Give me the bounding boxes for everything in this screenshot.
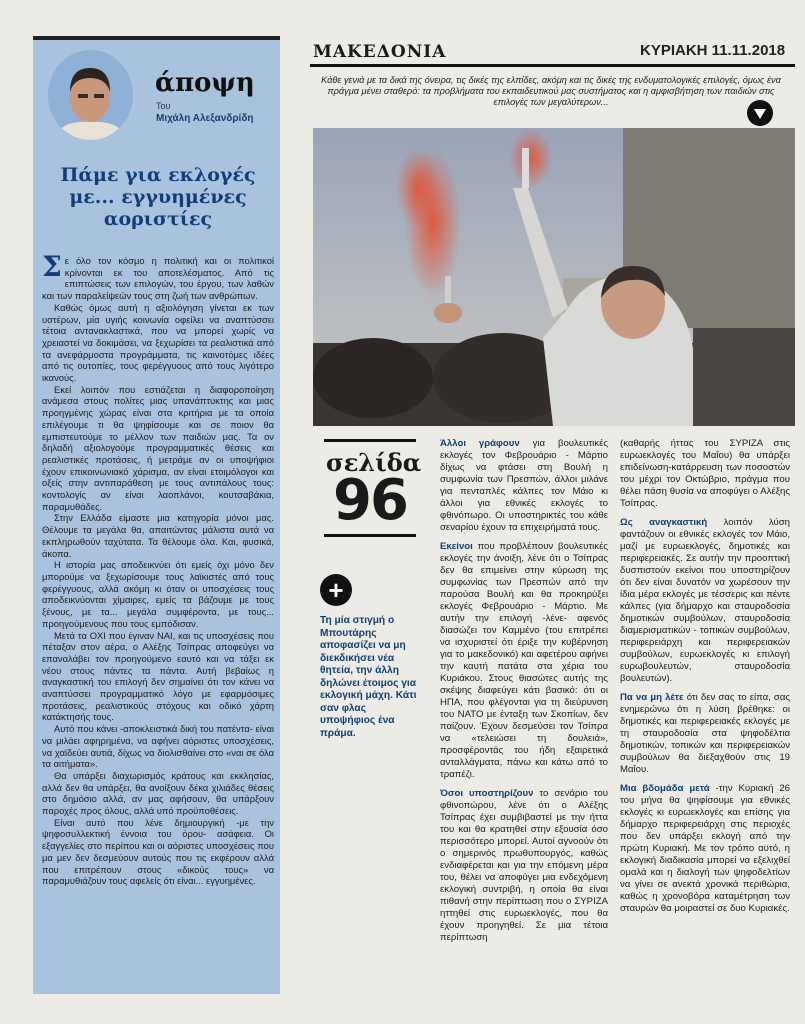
section-title: ΜΑΚΕΔΟΝΙΑ	[313, 42, 447, 62]
page-number: 96	[333, 468, 407, 533]
article-paragraph	[440, 541, 608, 781]
paragraph-lead: Όσοι υποστηρίζουν	[440, 788, 534, 799]
paragraph-lead: Μια βδομάδα μετά	[620, 783, 710, 794]
page-box-rule-bottom	[324, 534, 416, 537]
opinion-paragraph: Εκεί λοιπόν που εστιάζεται η διαφοροποίηση ανάμεσα στους πολίτες μιας υπανάπτυκτης και μιας προηγμένης χώρας είναι στα κριτήρια με τα οποία επιλέγουμε τι θα ψηφίσουμε και σε ποιον θα εμπιστευτούμε το μέλλον των παιδιών μας. Τα ον δηλαδή αξιολογούμε προγραμματικές θέσεις και ρεαλιστικές προτάσεις, ή μετράμε αν οι υποψήφιοι έχουν επικοινωνιακό χάρισμα, αν είναι ετοιμόλογοι και οξείς στην αντιπαράθεση με τους αντιπάλους τους: κοντολογίς αν είναι λαοπλάνοι, κουτσαβάκια, παραμυθάδες.	[42, 383, 274, 512]
author-name: Μιχάλη Αλεξανδρίδη	[156, 113, 254, 124]
article-paragraph	[620, 692, 790, 776]
page-label: σελίδα	[326, 448, 422, 477]
article-column-2	[440, 438, 608, 951]
opinion-paragraph: Αυτό που κάνει -αποκλειστικά δική του πατέντα- είναι να μιλάει αφηρημένα, να αφήνει αόριστες υποσχέσεις, να χαϊδεύει αυτιά, δίχως να διολισθαίνει στο «ναι σε όλα τα αιτήματα».	[42, 723, 274, 770]
paragraph-text: -την Κυριακή 26 του μήνα θα ψηφίσουμε για εθνικές εκλογές κι ευρωεκλογές και επίσης για δήμαρχο περιφερειάρχη στις περιοχές που δεν υπάρξει εκλογή από την πρώτη Κυριακή. Με τον τρόπο αυτό, η εκλογική διαδικασία μπορεί να εξελιχθεί ομαλά και η διαλογή των ψηφοδελτίων να γίνει σε ανεκτά χρονικά περιθώρια, καθώς η χρονοβόρα καταμέτρηση των σταυρών θα μοιραστεί σε δυο Κυριακές.	[620, 783, 790, 914]
opinion-paragraph: Θα υπάρξει διαχωρισμός κράτους και εκκλησίας, αλλά δεν θα υπάρξει, θα ανοίξουν δέκα χιλιάδες θέσεις στο δημόσιο αλλά, αν μας αφήσουν, θα υπάρξουν παροχές προς όλους, αλλά υπό προϋποθέσεις.	[42, 769, 274, 817]
article-column-3	[620, 438, 790, 922]
paragraph-text: λοιπόν λύση φαντάζουν οι εθνικές εκλογές τον Μάιο, μαζί με ευρωεκλογές, δημοτικές και περιφερειακές. Σε αυτήν την προοπτική δυσπιστούν εκείνοι που υποστηρίζουν ότι δεν είναι δυνατόν να χωρέσουν την ίδια μέρα εκλογές με τέσσερις και πέντε κάλπες (για δήμαρχο και σταυροδοσία δημοτικών συμβούλων, σταυροδοσία διαμερισματικών - τοπικών συμβούλων, περιφερειάρχη και περιφερειακών συμβούλων, ευρωεκλογές κι επιλογή ευρωβουλευτών, σταυροδοσία βουλευτών).	[620, 517, 790, 684]
article-paragraph	[620, 517, 790, 685]
protest-photo	[313, 128, 795, 426]
pull-quote: Τη μία στιγμή ο Μπουτάρης αποφασίζει να μη διεκδικήσει νέα θητεία, την άλλη δηλώνει έτοιμος για εκλογική μάχη. Κάτι σαν φλας υποψήφιος ένα πράμα.	[320, 615, 417, 739]
paragraph-text: για βουλευτικές εκλογές τον Φεβρουάριο - Μάρτιο δίχως να φτάσει στη Βουλή η συμφωνία των Πρεσπών, άλλοι μιλάνε για πενταπλές κάλπες τον Μάιο κι άλλοι για εθνικές εκλογές το φθινόπωρο. Οι υποστηρικτές του κάθε σεναρίου έχουν τα επιχειρήματά τους.	[440, 438, 608, 533]
opinion-paragraph: Είναι αυτό που λένε δημιουργική -με την ψηφοσυλλεκτική έννοια του όρου- ασάφεια. Οι εξαγγελίες στο περίπου και οι αόριστες υποσχέσεις που μα μεν δεν δεσμεύουν αυτούς που τις εκφέρουν αλλά που επιτρέπουν στους «δικούς τους» να παραμυθιάζουν τους αφελείς ότι είναι... εγγυημένες.	[42, 816, 274, 887]
article-paragraph	[440, 788, 608, 944]
photo-caption: Κάθε γενιά με τα δικά της όνειρα, τις δικές της ελπίδες, ακόμη και τις δικές της ενδυματολογικές επιλογές, όμως ένα πράγμα μένει σταθερό: τα προβλήματα του εκπαιδευτικού μας συστήματος και η αμφισβήτηση των παιδιών στις επιλογές των μεγαλύτερων...	[321, 75, 781, 107]
paragraph-lead: Ως αναγκαστική	[620, 517, 708, 528]
article-paragraph	[440, 438, 608, 534]
byline-prefix: Του	[156, 101, 171, 111]
header-rule	[310, 64, 795, 67]
opinion-paragraph: Στην Ελλάδα είμαστε μια κατηγορία μόνοι μας. Θέλουμε τα μεγάλα θα, απαιτώντας μάλιστα αυτά να εκπληρωθούν ταχύτατα. Τα θέλουμε όλα. Και, φυσικά, άκοπα.	[42, 512, 274, 559]
article-paragraph	[620, 438, 790, 510]
paragraph-lead: Άλλοι γράφουν	[440, 438, 520, 449]
caption-pointer-icon	[747, 100, 773, 126]
opinion-paragraph: Μετά τα ΟΧΙ που έγιναν ΝΑΙ, και τις υποσχέσεις που πέταξαν στον αέρα, ο Αλέξης Τσίπρας αποφεύγει να επαναλάβει τον προηγούμενο εαυτό και να τάξει εκ νέου στους πάντες τα πάντα. Αυτή βεβαίως η αναγκαστική του επιλογή δεν σημαίνει ότι τον κάνει να αναπτύσσει προγραμματικό λόγο με εφαρμόσιμες προτάσεις, ρεαλιστικούς στόχους και οδικό χάρτη κατάκτησής τους.	[42, 629, 274, 723]
plus-icon: +	[320, 574, 352, 606]
author-photo	[48, 50, 133, 140]
opinion-body	[42, 250, 274, 887]
opinion-paragraph: Η ιστορία μας αποδεικνύει ότι εμείς όχι μόνο δεν μπορούμε να ξεχωρίσουμε τους λαϊκιστές από τους φερέγγυους, αλλά ακόμη κι όταν οι υποσχέσεις τους αποδεικνύονται χίμαιρες, εμείς τα βάζουμε με τους ξένους, με τα... μεγάλα συμφέροντα, με τους... προηγούμενους που τους εμπόδισαν.	[42, 559, 274, 629]
opinion-paragraph: Σε όλο τον κόσμο η πολιτική και οι πολιτικοί κρίνονται εκ του αποτελέσματος. Από τις επιπτώσεις των επιλογών, του έργου, των λαθών και των παραλείψεών τους στη ζωή των ανθρώπων.	[42, 250, 274, 302]
issue-date: ΚΥΡΙΑΚΗ 11.11.2018	[640, 42, 786, 59]
page-box-rule-top	[324, 439, 416, 442]
paragraph-text: ότι δεν σας το είπα, σας ενημερώνω ότι η λύση βρέθηκε: οι δημοτικές και περιφερειακές εκλογές με τη σταυροδοσία στα ψηφοδέλτια δημοτικών, τοπικών και περιφερειακών συμβούλων θα διεξαχθούν στις 19 Μαΐου.	[620, 692, 790, 775]
paragraph-lead: Εκείνοι	[440, 541, 473, 552]
paragraph-text: το σενάριο του φθινοπώρου, λένε ότι ο Αλέξης Τσίπρας έχει συμβιβαστεί με την ήττα του και θα κρατηθεί στην εξουσία όσο περισσότερο μπορεί. Αυτοί αγνοούν ότι ο σημερινός πρωθυπουργός, καθώς ενδιαφέρεται και για την επόμενη μέρα του, θέλει να αποφύγει μια ενδεχόμενη εκλογική συντριβή, η οποία θα είναι πιθανή στην περίπτωση που ο ΣΥΡΙΖΑ ηττηθεί στις ευρωεκλογές, που θα έχουν προηγηθεί. Σε μια τέτοια περίπτωση	[440, 788, 609, 943]
opinion-label: άποψη	[155, 68, 255, 98]
opinion-headline: Πάμε για εκλογές με... εγγυημένες αοριστίες	[60, 164, 256, 230]
paragraph-text: που προβλέπουν βουλευτικές εκλογές την άνοιξη, λένε ότι ο Τσίπρας δεν θα επιμείνει στην κύρωση της συμφωνίας των Πρεσπών από την παρούσα Βουλή και θα προκηρύξει εκλογές Φεβρουάριο - Μάρτιο. Με αυτήν την επιλογή -λένε- αφενός διασώζει τον Καμμένο (του επιτρέπει να ισχυριστεί ότι έριξε την κυβέρνηση για το μακεδονικό) και αφετέρου αφήνει την καυτή πατάτα στα χέρια του Κυριάκου. Στους θιασώτες αυτής της σκέψης διαφεύγει κάτι βασικό: ότι οι ΗΠΑ, που φλέγονται για τη διεύρυνση του ΝΑΤΟ με ένταξη των Σκοπίων, δεν παίζουν. Έχουν δεσμεύσει τον Τσίπρα να «τελειώσει τη δουλειά», προσφέροντάς του ήδη εξαιρετικά ανταλλάγματα, πάνω και κάτω από το τραπέζι.	[440, 541, 608, 780]
paragraph-text: (καθαρής ήττας του ΣΥΡΙΖΑ στις ευρωεκλογές του Μαΐου) θα υπάρξει επιδείνωση-κατάρρευση των ποσοστών του μέχρι τον Οκτώβριο, πράγμα που θέλει πάση θυσία να αποφύγει ο Αλέξης Τσίπρας.	[620, 438, 790, 509]
article-paragraph	[620, 783, 790, 915]
opinion-paragraph: Καθώς όμως αυτή η αξιολόγηση γίνεται εκ των υστέρων, μία υγιής κοινωνία οφείλει να αναπτύσσει τέτοια αντανακλαστικά, που να μπορεί χωρίς να χρειαστεί να δοκιμάσει, να ξεχωρίσει τα ρεαλιστικά από τα ανεφάρμοστα προγράμματα, τις καινοτόμες ιδέες από τις ουτοπίες, τους φερέγγυους από τους λιγότερο ικανούς.	[42, 301, 274, 384]
paragraph-lead: Πα να μη λέτε	[620, 692, 684, 703]
